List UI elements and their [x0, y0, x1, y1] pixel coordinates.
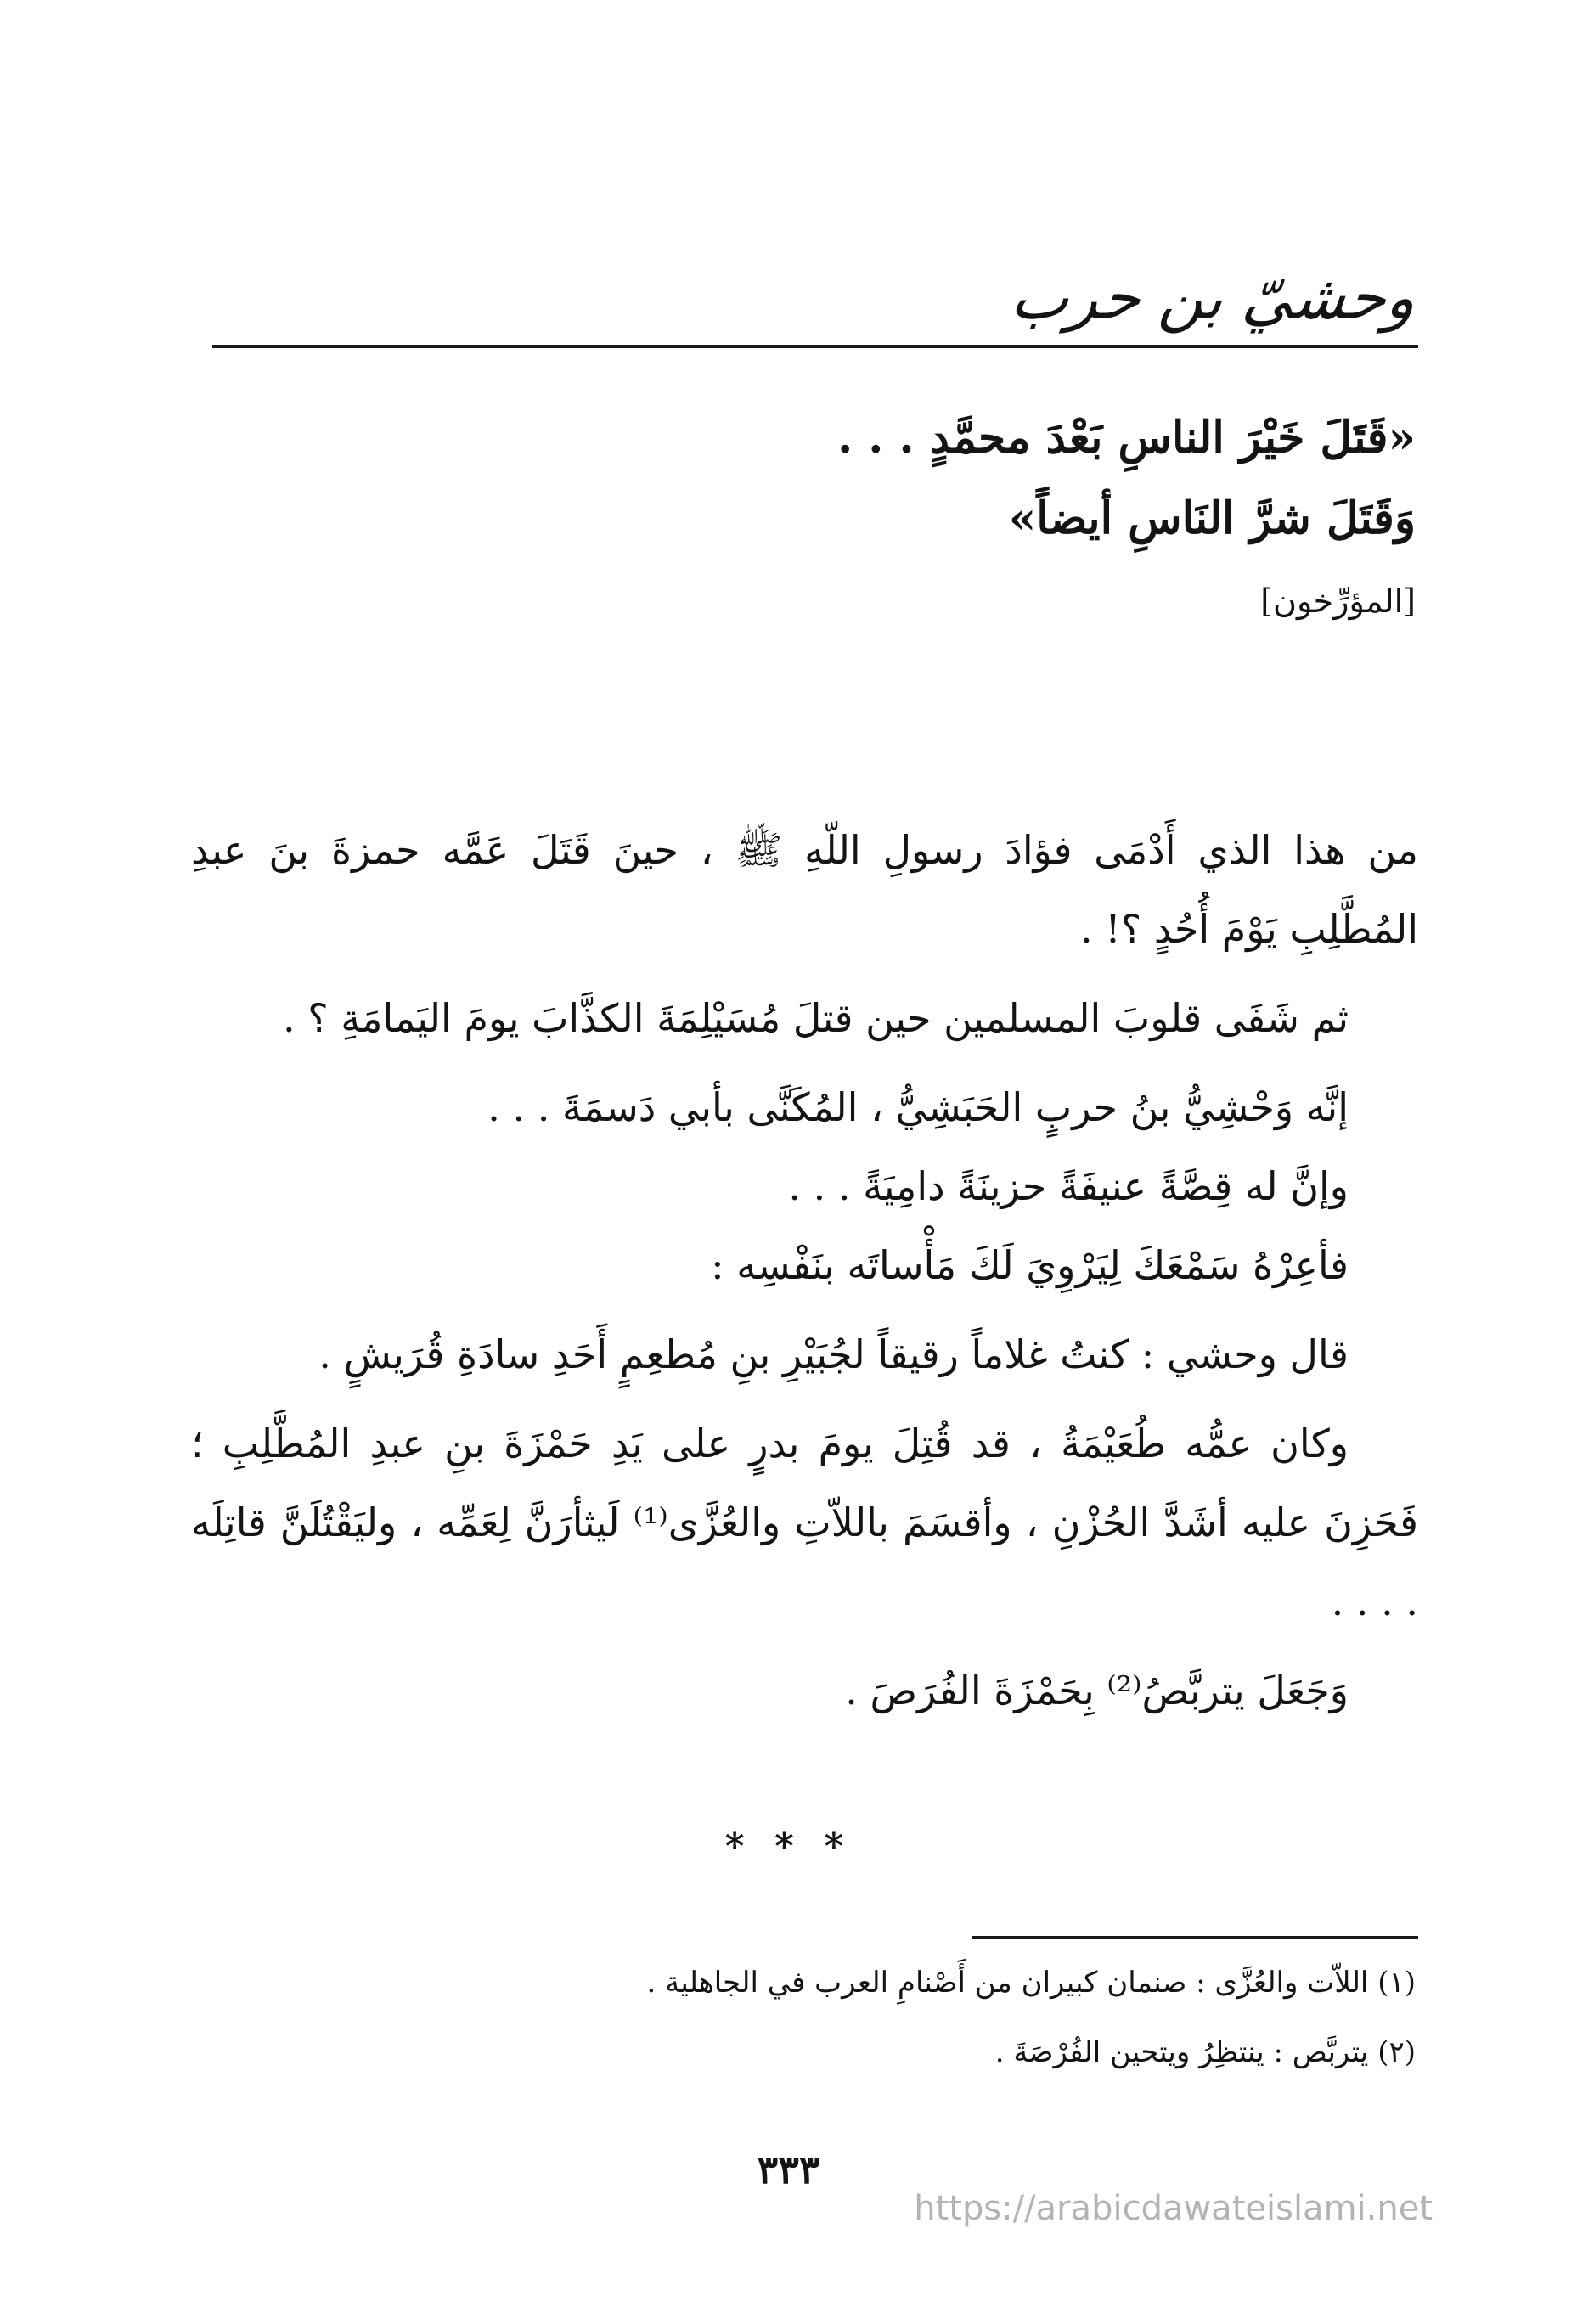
- watermark: https://arabicdawateislami.net: [914, 2189, 1433, 2228]
- body-text: [191, 811, 1418, 1741]
- footnote-1: (١) اللاّت والعُزَّى : صنمان كبيران من أَصْنامِ العرب في الجاهلية .: [646, 1966, 1416, 2000]
- footnote-2: (٢) يتربَّص : ينتظِرُ ويتحين الفُرْصَةَ .: [994, 2035, 1416, 2069]
- paragraph-6: وَجَعَلَ يتربَّصُ⁽²⁾ بِحَمْزَةَ الفُرَصَ .: [845, 1668, 1349, 1713]
- paragraph-4: قال وحشي : كنتُ غلاماً رقيقاً لجُبَيْرِ بنِ مُطعِمٍ أَحَدِ سادَةِ قُرَيشٍ .: [318, 1331, 1349, 1377]
- epigraph-source: [المؤرِّخون]: [1260, 582, 1416, 620]
- header-rule: [212, 345, 1418, 348]
- epigraph-line-1: «قَتَلَ خَيْرَ الناسِ بَعْدَ محمَّدٍ . . .: [837, 412, 1416, 464]
- paragraph-2: ثم شَفَى قلوبَ المسلمين حين قتلَ مُسَيْلِمَةَ الكذَّابَ يومَ اليَمامَةِ ؟ .: [282, 995, 1349, 1041]
- chapter-title: وحشيّ بن حرب: [1007, 262, 1420, 333]
- paragraph-1: من هذا الذي أَدْمَى فؤادَ رسولِ اللّهِ ﷺ ، حينَ قَتَلَ عَمَّه حمزةَ بنَ عبدِ المُطَّلِبِ يَوْمَ أُحُدٍ ؟! .: [191, 827, 1418, 952]
- paragraph-3-line-3: فأعِرْهُ سَمْعَكَ لِيَرْوِيَ لَكَ مَأْساتَه بنَفْسِه :: [711, 1242, 1349, 1288]
- section-separator: * * *: [724, 1825, 853, 1868]
- paragraph-3-line-2: وإنَّ له قِصَّةً عنيفَةً حزينَةً دامِيَةً . . .: [788, 1163, 1349, 1209]
- epigraph-line-2: وَقَتَلَ شرَّ النَاسِ أيضاً»: [1008, 492, 1416, 544]
- footnote-rule: [972, 1936, 1418, 1939]
- paragraph-3-line-1: إنَّه وَحْشِيُّ بنُ حربٍ الحَبَشِيُّ ، المُكَنَّى بأبي دَسمَةَ . . .: [487, 1084, 1349, 1130]
- paragraph-5: وكان عمُّه طُعَيْمَةُ ، قد قُتِلَ يومَ بدرٍ على يَدِ حَمْزَةَ بنِ عبدِ المُطَّلِبِ ؛ فَحَزِنَ عليه أشَدَّ الحُزْنِ ، وأقسَمَ باللاّتِ والعُزَّى⁽¹⁾ لَيثأرَنَّ لِعَمِّه ، وليَقْتُلَنَّ قاتِلَه . . . .: [191, 1421, 1418, 1624]
- page-number: ٣٣٣: [757, 2147, 820, 2192]
